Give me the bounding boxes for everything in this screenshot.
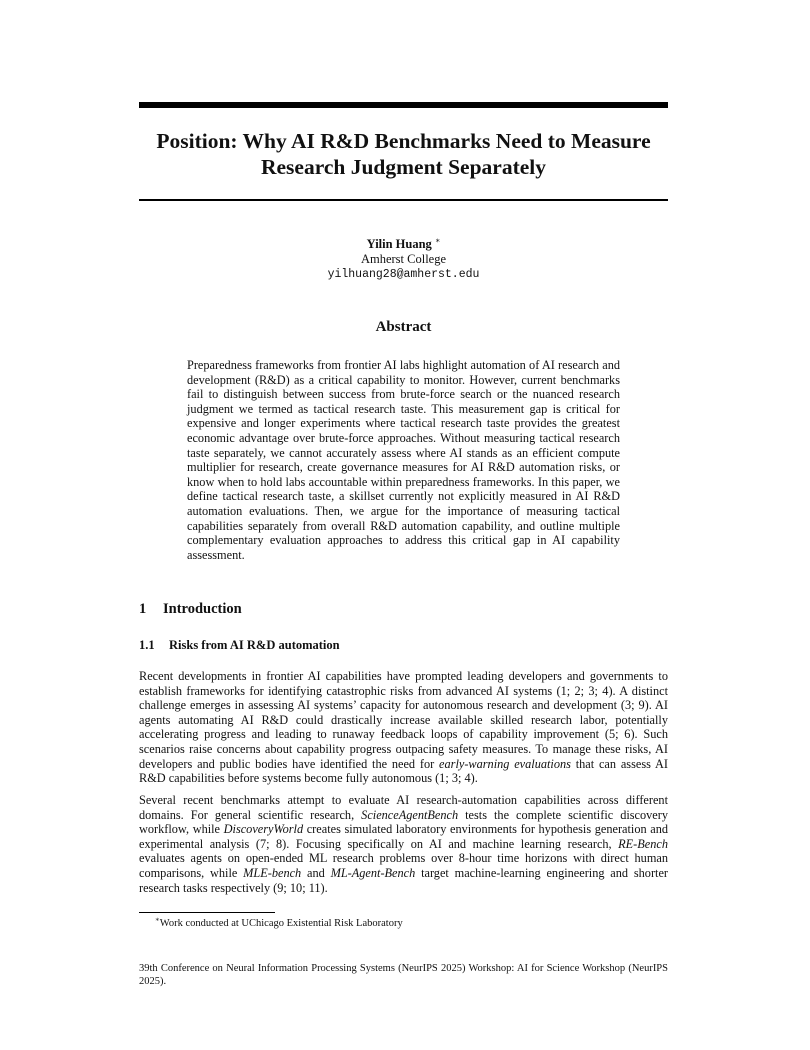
para2-text-f: target machine-learning engineering and shorter research tasks respectively (9; 10; 11). — [139, 865, 669, 895]
paper-title: Position: Why AI R&D Benchmarks Need to Measure Research Judgment Separately — [156, 129, 651, 179]
section-number: 1 — [139, 601, 147, 617]
subsection-title: Risks from AI R&D automation — [169, 638, 340, 652]
para1-text-b: that can assess AI R&D capabilities before systems become fully autonomous (1; 3; 4). — [139, 756, 668, 786]
para2-benchmark-discoveryworld: DiscoveryWorld — [223, 822, 304, 837]
para2-benchmark-rebench: RE-Bench — [618, 836, 668, 851]
footnote-text: Work conducted at UChicago Existential Risk Laboratory — [159, 918, 403, 929]
author-email: yilhuang28@amherst.edu — [327, 268, 480, 281]
para2-text-d: evaluates agents on open-ended ML research problems over 8-hour time horizons with direct human comparisons, while — [139, 851, 668, 880]
title-top-rule — [139, 102, 668, 108]
para2-benchmark-mlebench: MLE-bench — [243, 865, 302, 880]
footnote — [155, 917, 403, 930]
intro-paragraph-2 — [139, 793, 668, 895]
subsection-heading — [139, 638, 340, 653]
intro-paragraph-1 — [139, 669, 668, 786]
abstract-heading: Abstract — [375, 319, 432, 335]
conference-note: 39th Conference on Neural Information Processing Systems (NeurIPS 2025) Workshop: AI for Science Workshop (NeurIPS 2025). — [139, 963, 668, 987]
section-heading — [139, 601, 242, 618]
author-name: Yilin Huang — [366, 237, 432, 251]
title-bottom-rule — [139, 199, 668, 201]
author-block — [139, 237, 668, 282]
para2-text-e: and — [301, 865, 331, 880]
footnote-mark: ∗ — [155, 915, 160, 924]
footnote-rule — [139, 912, 275, 913]
subsection-number: 1.1 — [139, 638, 155, 652]
para1-emphasis: early-warning evaluations — [439, 756, 571, 771]
para2-benchmark-mlagentbench: ML-Agent-Bench — [330, 865, 416, 880]
para2-text-c: creates simulated laboratory environments for hypothesis generation and experimental analysis (7; 8). Focusing specifically on AI and machine learning research, — [139, 822, 668, 851]
para2-benchmark-scienceagentbench: ScienceAgentBench — [361, 807, 459, 822]
para1-text-a: Recent developments in frontier AI capabilities have prompted leading developers and governments to establish frameworks for identifying catastrophic risks from advanced AI systems (1; 2; 3; 4). A distinct challenge emerges in assessing AI systems’ capacity for autonomous research and development (3; 9). AI agents automating AI R&D could drastically increase available skilled research labor, potentially accelerating progress and leading to runaway feedback loops of capability improvement (5; 6). Such scenarios raise concerns about capability progress outpacing safety measures. To manage these risks, AI developers and public bodies have identified the need for — [139, 669, 668, 771]
author-footnote-mark: ∗ — [434, 235, 441, 245]
para2-text-a: Several recent benchmarks attempt to evaluate AI research-automation capabilities across different domains. For general scientific research, — [139, 793, 668, 822]
section-title: Introduction — [163, 601, 242, 617]
author-affiliation: Amherst College — [360, 252, 447, 266]
para2-text-b: tests the complete scientific discovery workflow, while — [139, 807, 669, 837]
abstract-text: Preparedness frameworks from frontier AI labs highlight automation of AI research and development (R&D) as a critical capability to monitor. However, current benchmarks fail to distinguish between success from brute-force search or the nuanced research judgment we termed as tactical research taste. This measurement gap is critical for expensive and longer experiments where tactical research taste provides the greatest economic advantage over brute-force approaches. Without measuring tactical research taste separately, we cannot accurately assess where AI stands as an efficient compute multiplier for research, create governance measures for AI R&D automation risks, or know when to hold labs accountable within preparedness frameworks. In this paper, we define tactical research taste, a skillset currently not explicitly measured in AI R&D automation evaluations. Then, we argue for the importance of measuring tactical capabilities separately from overall R&D automation capability, and outline multiple complementary evaluation approaches to address this critical gap in AI capability assessment. — [187, 358, 620, 562]
